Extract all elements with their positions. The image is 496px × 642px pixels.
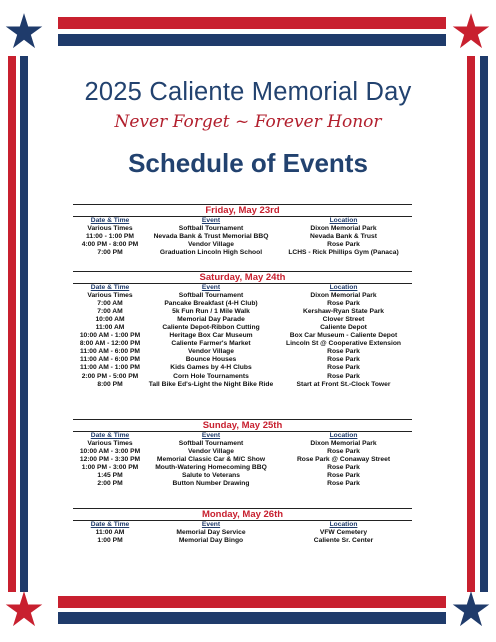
cell-location: Rose Park	[327, 372, 360, 380]
table-row	[73, 472, 412, 480]
table-row	[73, 225, 412, 233]
table-row	[73, 308, 412, 316]
cell-location: Rose Park @ Conaway Street	[296, 456, 391, 464]
cell-time: 11:00 AM	[95, 529, 125, 537]
cell-event: Bounce Houses	[185, 356, 237, 364]
cell-event: Corn Hole Tournaments	[173, 372, 249, 380]
cell-event: Heritage Box Car Museum	[169, 332, 253, 340]
cell-time: 1:45 PM	[97, 472, 123, 480]
cell-time: 10:00 AM - 1:00 PM	[79, 332, 141, 340]
cell-time: 10:00 AM	[95, 316, 125, 324]
cell-time: 11:00 AM - 6:00 PM	[80, 348, 140, 356]
right-red-stripe	[467, 56, 475, 592]
cell-event: Memorial Day Bingo	[178, 537, 244, 545]
cell-location: Caliente Sr. Center	[313, 537, 374, 545]
star-icon	[5, 12, 43, 50]
cell-time: 8:00 AM - 12:00 PM	[79, 340, 141, 348]
cell-event: Softball Tournament	[178, 440, 244, 448]
left-navy-stripe	[20, 56, 28, 592]
cell-event: Memorial Day Service	[176, 529, 246, 537]
column-header-row	[73, 284, 412, 292]
cell-location: Start at Front St.-Clock Tower	[296, 380, 391, 388]
table-row	[73, 300, 412, 308]
day-section-monday	[73, 508, 412, 545]
day-title: Saturday, May 24th	[73, 271, 412, 284]
table-row	[73, 324, 412, 332]
column-header-time: Date & Time	[90, 432, 130, 439]
table-row	[73, 348, 412, 356]
cell-time: 7:00 PM	[97, 249, 123, 257]
cell-time: 11:00 AM - 1:00 PM	[80, 364, 140, 372]
table-row	[73, 340, 412, 348]
day-title: Sunday, May 25th	[73, 419, 412, 432]
top-navy-stripe	[58, 34, 446, 46]
cell-time: 11:00 AM	[95, 324, 125, 332]
cell-time: 2:00 PM	[97, 480, 123, 488]
table-row	[73, 356, 412, 364]
cell-time: 8:00 PM	[97, 380, 123, 388]
table-row	[73, 456, 412, 464]
cell-time: Various Times	[87, 440, 133, 448]
cell-location: Rose Park	[327, 356, 360, 364]
day-section-sunday	[73, 419, 412, 488]
cell-event: Softball Tournament	[178, 225, 244, 233]
cell-event: Softball Tournament	[178, 292, 244, 300]
column-header-event: Event	[201, 217, 221, 224]
cell-event: Graduation Lincoln High School	[159, 249, 263, 257]
cell-location: Caliente Depot	[320, 324, 367, 332]
left-red-stripe	[8, 56, 16, 592]
bottom-red-stripe	[58, 596, 446, 608]
cell-time: 10:00 AM - 3:00 PM	[79, 448, 141, 456]
star-icon	[452, 590, 490, 628]
column-header-location: Location	[329, 284, 358, 291]
cell-location: Dixon Memorial Park	[310, 292, 377, 300]
cell-event: Caliente Depot-Ribbon Cutting	[162, 324, 260, 332]
page-subtitle: Never Forget ~ Forever Honor	[114, 112, 382, 132]
cell-event: Caliente Farmer's Market	[171, 340, 251, 348]
table-row	[73, 464, 412, 472]
table-row	[73, 292, 412, 300]
cell-event: Vendor Village	[188, 448, 234, 456]
table-row	[73, 373, 412, 381]
cell-location: Rose Park	[327, 364, 360, 372]
table-row	[73, 537, 412, 545]
cell-location: Box Car Museum - Caliente Depot	[289, 332, 398, 340]
star-icon	[452, 12, 490, 50]
cell-time: 4:00 PM - 8:00 PM	[81, 241, 139, 249]
cell-location: Rose Park	[327, 448, 360, 456]
cell-event: Nevada Bank & Trust Memorial BBQ	[153, 233, 269, 241]
cell-location: VFW Cemetery	[319, 529, 368, 537]
cell-location: Rose Park	[327, 480, 360, 488]
table-row	[73, 381, 412, 389]
column-header-event: Event	[201, 521, 221, 528]
day-section-friday	[73, 204, 412, 257]
cell-location: Lincoln St @ Cooperative Extension	[285, 340, 402, 348]
cell-location: Kershaw-Ryan State Park	[302, 308, 385, 316]
column-header-location: Location	[329, 432, 358, 439]
column-header-time: Date & Time	[90, 284, 130, 291]
right-navy-stripe	[480, 56, 488, 592]
column-header-event: Event	[201, 284, 221, 291]
cell-event: Tall Bike Ed's-Light the Night Bike Ride	[148, 380, 274, 388]
cell-time: 1:00 PM	[97, 537, 123, 545]
day-section-saturday	[73, 271, 412, 389]
cell-event: Pancake Breakfast (4-H Club)	[164, 300, 258, 308]
table-row	[73, 233, 412, 241]
schedule-heading: Schedule of Events	[128, 148, 368, 178]
column-header-time: Date & Time	[90, 521, 130, 528]
cell-time: Various Times	[87, 225, 133, 233]
page-title: 2025 Caliente Memorial Day	[84, 78, 412, 106]
day-title: Monday, May 26th	[73, 508, 412, 521]
cell-time: 7:00 AM	[97, 308, 123, 316]
cell-time: 12:00 PM - 3:30 PM	[79, 456, 141, 464]
cell-event: Memorial Classic Car & M/C Show	[156, 456, 266, 464]
cell-location: Rose Park	[327, 472, 360, 480]
table-row	[73, 480, 412, 488]
cell-event: Vendor Village	[188, 348, 234, 356]
cell-event: Mouth-Watering Homecoming BBQ	[155, 464, 267, 472]
table-row	[73, 241, 412, 249]
column-header-location: Location	[329, 217, 358, 224]
cell-event: Kids Games by 4-H Clubs	[170, 364, 252, 372]
column-header-event: Event	[201, 432, 221, 439]
cell-location: Rose Park	[327, 464, 360, 472]
bottom-navy-stripe	[58, 612, 446, 624]
cell-time: 7:00 AM	[97, 300, 123, 308]
cell-time: 11:00 - 1:00 PM	[86, 233, 134, 241]
cell-location: Dixon Memorial Park	[310, 440, 377, 448]
column-header-row	[73, 432, 412, 440]
cell-location: Nevada Bank & Trust	[310, 233, 377, 241]
cell-location: Rose Park	[327, 241, 360, 249]
table-row	[73, 249, 412, 257]
table-row	[73, 529, 412, 537]
table-row	[73, 332, 412, 340]
cell-time: 1:00 PM - 3:00 PM	[81, 464, 139, 472]
cell-event: Salute to Veterans	[182, 472, 240, 480]
cell-location: LCHS - Rick Phillips Gym (Panaca)	[288, 249, 399, 257]
cell-location: Clover Street	[322, 316, 365, 324]
cell-location: Rose Park	[327, 300, 360, 308]
cell-time: 11:00 AM - 6:00 PM	[80, 356, 140, 364]
column-header-time: Date & Time	[90, 217, 130, 224]
top-red-stripe	[58, 17, 446, 29]
table-row	[73, 448, 412, 456]
column-header-row	[73, 217, 412, 225]
cell-event: 5k Fun Run / 1 Mile Walk	[172, 308, 250, 316]
cell-event: Memorial Day Parade	[177, 316, 245, 324]
column-header-row	[73, 521, 412, 529]
table-row	[73, 316, 412, 324]
cell-location: Rose Park	[327, 348, 360, 356]
cell-event: Button Number Drawing	[172, 480, 250, 488]
table-row	[73, 440, 412, 448]
cell-event: Vendor Village	[188, 241, 234, 249]
day-title: Friday, May 23rd	[73, 204, 412, 217]
table-row	[73, 364, 412, 372]
star-icon	[5, 590, 43, 628]
cell-location: Dixon Memorial Park	[310, 225, 377, 233]
column-header-location: Location	[329, 521, 358, 528]
cell-time: 2:00 PM - 5:00 PM	[81, 372, 139, 380]
cell-time: Various Times	[87, 292, 133, 300]
